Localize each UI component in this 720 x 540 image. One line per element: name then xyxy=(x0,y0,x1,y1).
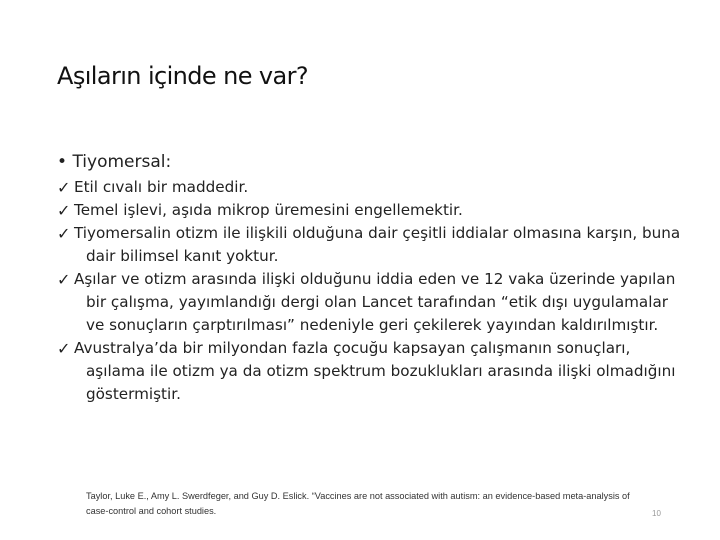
bullet-item xyxy=(57,151,682,174)
checkmark-icon: ✓ xyxy=(57,201,71,220)
slide-content xyxy=(57,151,682,406)
checkmark-icon: ✓ xyxy=(57,339,71,358)
slide-title: Aşıların içinde ne var? xyxy=(57,62,309,90)
page-number: 10 xyxy=(652,509,661,518)
check-item-2 xyxy=(57,199,682,222)
check-item-text: Aşılar ve otizm arasında ilişki olduğunu iddia eden ve 12 vaka üzerinde yapılan bir çalışma, yayımlandığı dergi olan Lancet tarafından “etik dışı uygulamalar ve sonuçların çarptırılması” nedeniyle geri çekilerek yayından kaldırılmıştır. xyxy=(74,270,676,334)
check-item-5 xyxy=(57,337,682,406)
check-item-text: Tiyomersalin otizm ile ilişkili olduğuna dair çeşitli iddialar olmasına karşın, buna dair bilimsel kanıt yoktur. xyxy=(74,224,681,265)
check-item-text: Temel işlevi, aşıda mikrop üremesini engellemektir. xyxy=(74,201,463,219)
reference-footnote: Taylor, Luke E., Amy L. Swerdfeger, and Guy D. Eslick. “Vaccines are not associated with autism: an evidence-based meta-analysis of case-control and cohort studies. xyxy=(86,491,630,516)
check-item-text: Etil cıvalı bir maddedir. xyxy=(74,178,249,196)
bullet-icon: • xyxy=(57,152,68,172)
check-item-4 xyxy=(57,268,682,337)
check-item-3 xyxy=(57,222,682,268)
check-item-1 xyxy=(57,176,682,199)
checkmark-icon: ✓ xyxy=(57,178,71,197)
check-item-text: Avustralya’da bir milyondan fazla çocuğu kapsayan çalışmanın sonuçları, aşılama ile otizm ya da otizm spektrum bozuklukları arasında ilişki olmadığını göstermiştir. xyxy=(74,339,676,403)
checkmark-icon: ✓ xyxy=(57,224,71,243)
bullet-label: Tiyomersal: xyxy=(72,152,172,172)
checkmark-icon: ✓ xyxy=(57,270,71,289)
